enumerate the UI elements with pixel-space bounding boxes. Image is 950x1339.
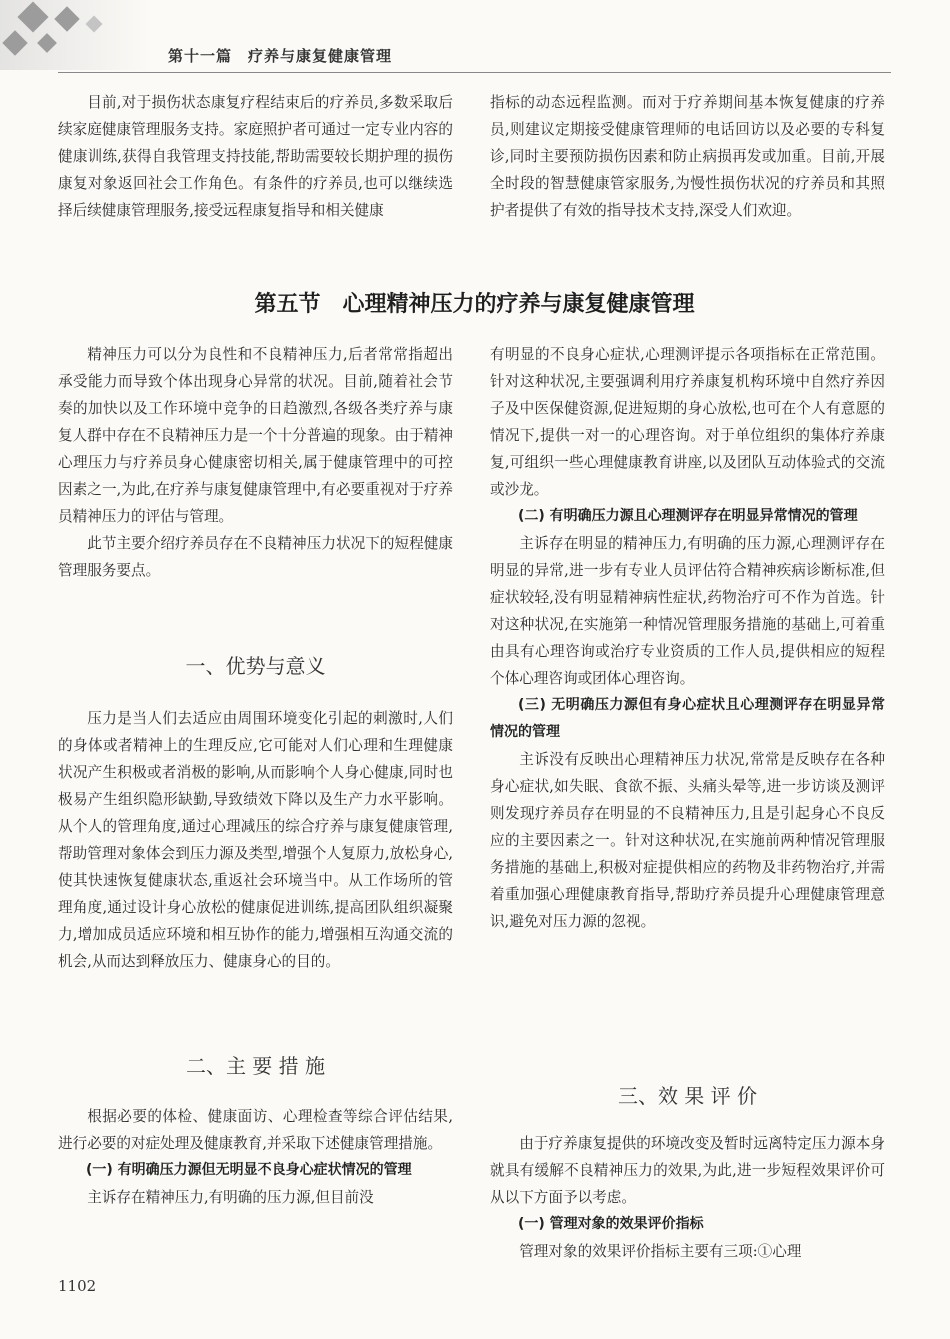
paragraph: 指标的动态远程监测。而对于疗养期间基本恢复健康的疗养员,则建议定期接受健康管理师的电话回访以及必要的专科复诊,同时主要预防损伤因素和防止病损再发或加重。目前,开展全时段的智慧健康管家服务,为慢性损伤状况的疗养员和其照护者提供了有效的指导技术支持,深受人们欢迎。 (490, 94, 885, 219)
right-column (490, 341, 885, 935)
decorative-corner-pattern (0, 0, 150, 70)
paragraph: 管理对象的效果评价指标主要有三项:①心理 (519, 1243, 802, 1260)
left-column-measures (58, 1103, 453, 1211)
page-number: 1102 (58, 1277, 97, 1295)
paragraph: 精神压力可以分为良性和不良精神压力,后者常常指超出承受能力而导致个体出现身心异常的状况。目前,随着社会节奏的加快以及工作环境中竞争的日趋激烈,各级各类疗养与康复人群中存在不良精神压力是一个十分普遍的现象。由于精神心理压力与疗养员身心健康密切相关,属于健康管理中的可控因素之一,为此,在疗养与康复健康管理中,有必要重视对于疗养员精神压力的评估与管理。 (58, 346, 453, 525)
section-title: 第五节 心理精神压力的疗养与康复健康管理 (254, 291, 695, 317)
paragraph: 压力是当人们去适应由周围环境变化引起的刺激时,人们的身体或者精神上的生理反应,它可能对人们心理和生理健康状况产生积极或者消极的影响,从而影响个人身心健康,同时也极易产生组织隐形缺勤,导致绩效下降以及生产力水平影响。从个人的管理角度,通过心理减压的综合疗养与康复健康管理,帮助管理对象体会到压力源及类型,增强个人复原力,放松身心,使其快速恢复健康状态,重返社会环境当中。从工作场所的管理角度,通过设计身心放松的健康促进训练,提高团队组织凝聚力,增加成员适应环境和相互协作的能力,增强相互沟通交流的机会,从而达到释放压力、健康身心的目的。 (58, 710, 453, 970)
paragraph: 主诉没有反映出心理精神压力状况,常常是反映存在各种身心症状,如失眠、食欲不振、头痛头晕等,进一步访谈及测评则发现疗养员存在明显的不良精神压力,且是引起身心不良反应的主要因素之一。针对这种状况,在实施前两种情况管理服务措施的基础上,积极对症提供相应的药物及非药物治疗,并需着重加强心理健康教育指导,帮助疗养员提升心理健康管理意识,避免对压力源的忽视。 (490, 751, 885, 930)
subheading: (三) 无明确压力源但有身心症状且心理测评存在明显异常情况的管理 (490, 697, 885, 740)
subheading: (一) 管理对象的效果评价指标 (518, 1216, 704, 1232)
left-column-intro (58, 341, 453, 584)
paragraph: 主诉存在精神压力,有明确的压力源,但目前没 (87, 1189, 374, 1206)
subheading: (一) 有明确压力源但无明显不良身心症状情况的管理 (86, 1162, 412, 1178)
header-rule (58, 72, 891, 73)
top-left-column (58, 89, 453, 224)
left-column-body (58, 705, 453, 975)
top-right-column (490, 89, 885, 224)
running-header: 第十一篇 疗养与康复健康管理 (168, 47, 393, 65)
paragraph: 由于疗养康复提供的环境改变及暂时远离特定压力源本身就具有缓解不良精神压力的效果,为此,进一步短程效果评价可从以下方面予以考虑。 (490, 1135, 885, 1206)
right-column-evaluation (490, 1130, 885, 1265)
heading-measures: 二、主 要 措 施 (185, 1054, 326, 1078)
paragraph: 此节主要介绍疗养员存在不良精神压力状况下的短程健康管理服务要点。 (58, 535, 453, 579)
paragraph: 主诉存在明显的精神压力,有明确的压力源,心理测评存在明显的异常,进一步有专业人员评估符合精神疾病诊断标准,但症状较轻,没有明显精神病性症状,药物治疗可不作为首选。针对这种状况,在实施第一种情况管理服务措施的基础上,可着重由具有心理咨询或治疗专业资质的工作人员,提供相应的短程个体心理咨询或团体心理咨询。 (490, 535, 885, 687)
subheading: (二) 有明确压力源且心理测评存在明显异常情况的管理 (518, 508, 858, 524)
paragraph: 有明显的不良身心症状,心理测评提示各项指标在正常范围。针对这种状况,主要强调利用疗养康复机构环境中自然疗养因子及中医保健资源,促进短期的身心放松,也可在个人有意愿的情况下,提供一对一的心理咨询。对于单位组织的集体疗养康复,可组织一些心理健康教育讲座,以及团队互动体验式的交流或沙龙。 (490, 346, 885, 498)
paragraph: 根据必要的体检、健康面访、心理检查等综合评估结果,进行必要的对症处理及健康教育,并采取下述健康管理措施。 (58, 1108, 453, 1152)
paragraph: 目前,对于损伤状态康复疗程结束后的疗养员,多数采取后续家庭健康管理服务支持。家庭照护者可通过一定专业内容的健康训练,获得自我管理支持技能,帮助需要较长期护理的损伤康复对象返回社会工作角色。有条件的疗养员,也可以继续选择后续健康管理服务,接受远程康复指导和相关健康 (58, 94, 453, 219)
heading-evaluation: 三、效 果 评 价 (617, 1084, 758, 1108)
heading-advantages: 一、优势与意义 (185, 654, 326, 678)
